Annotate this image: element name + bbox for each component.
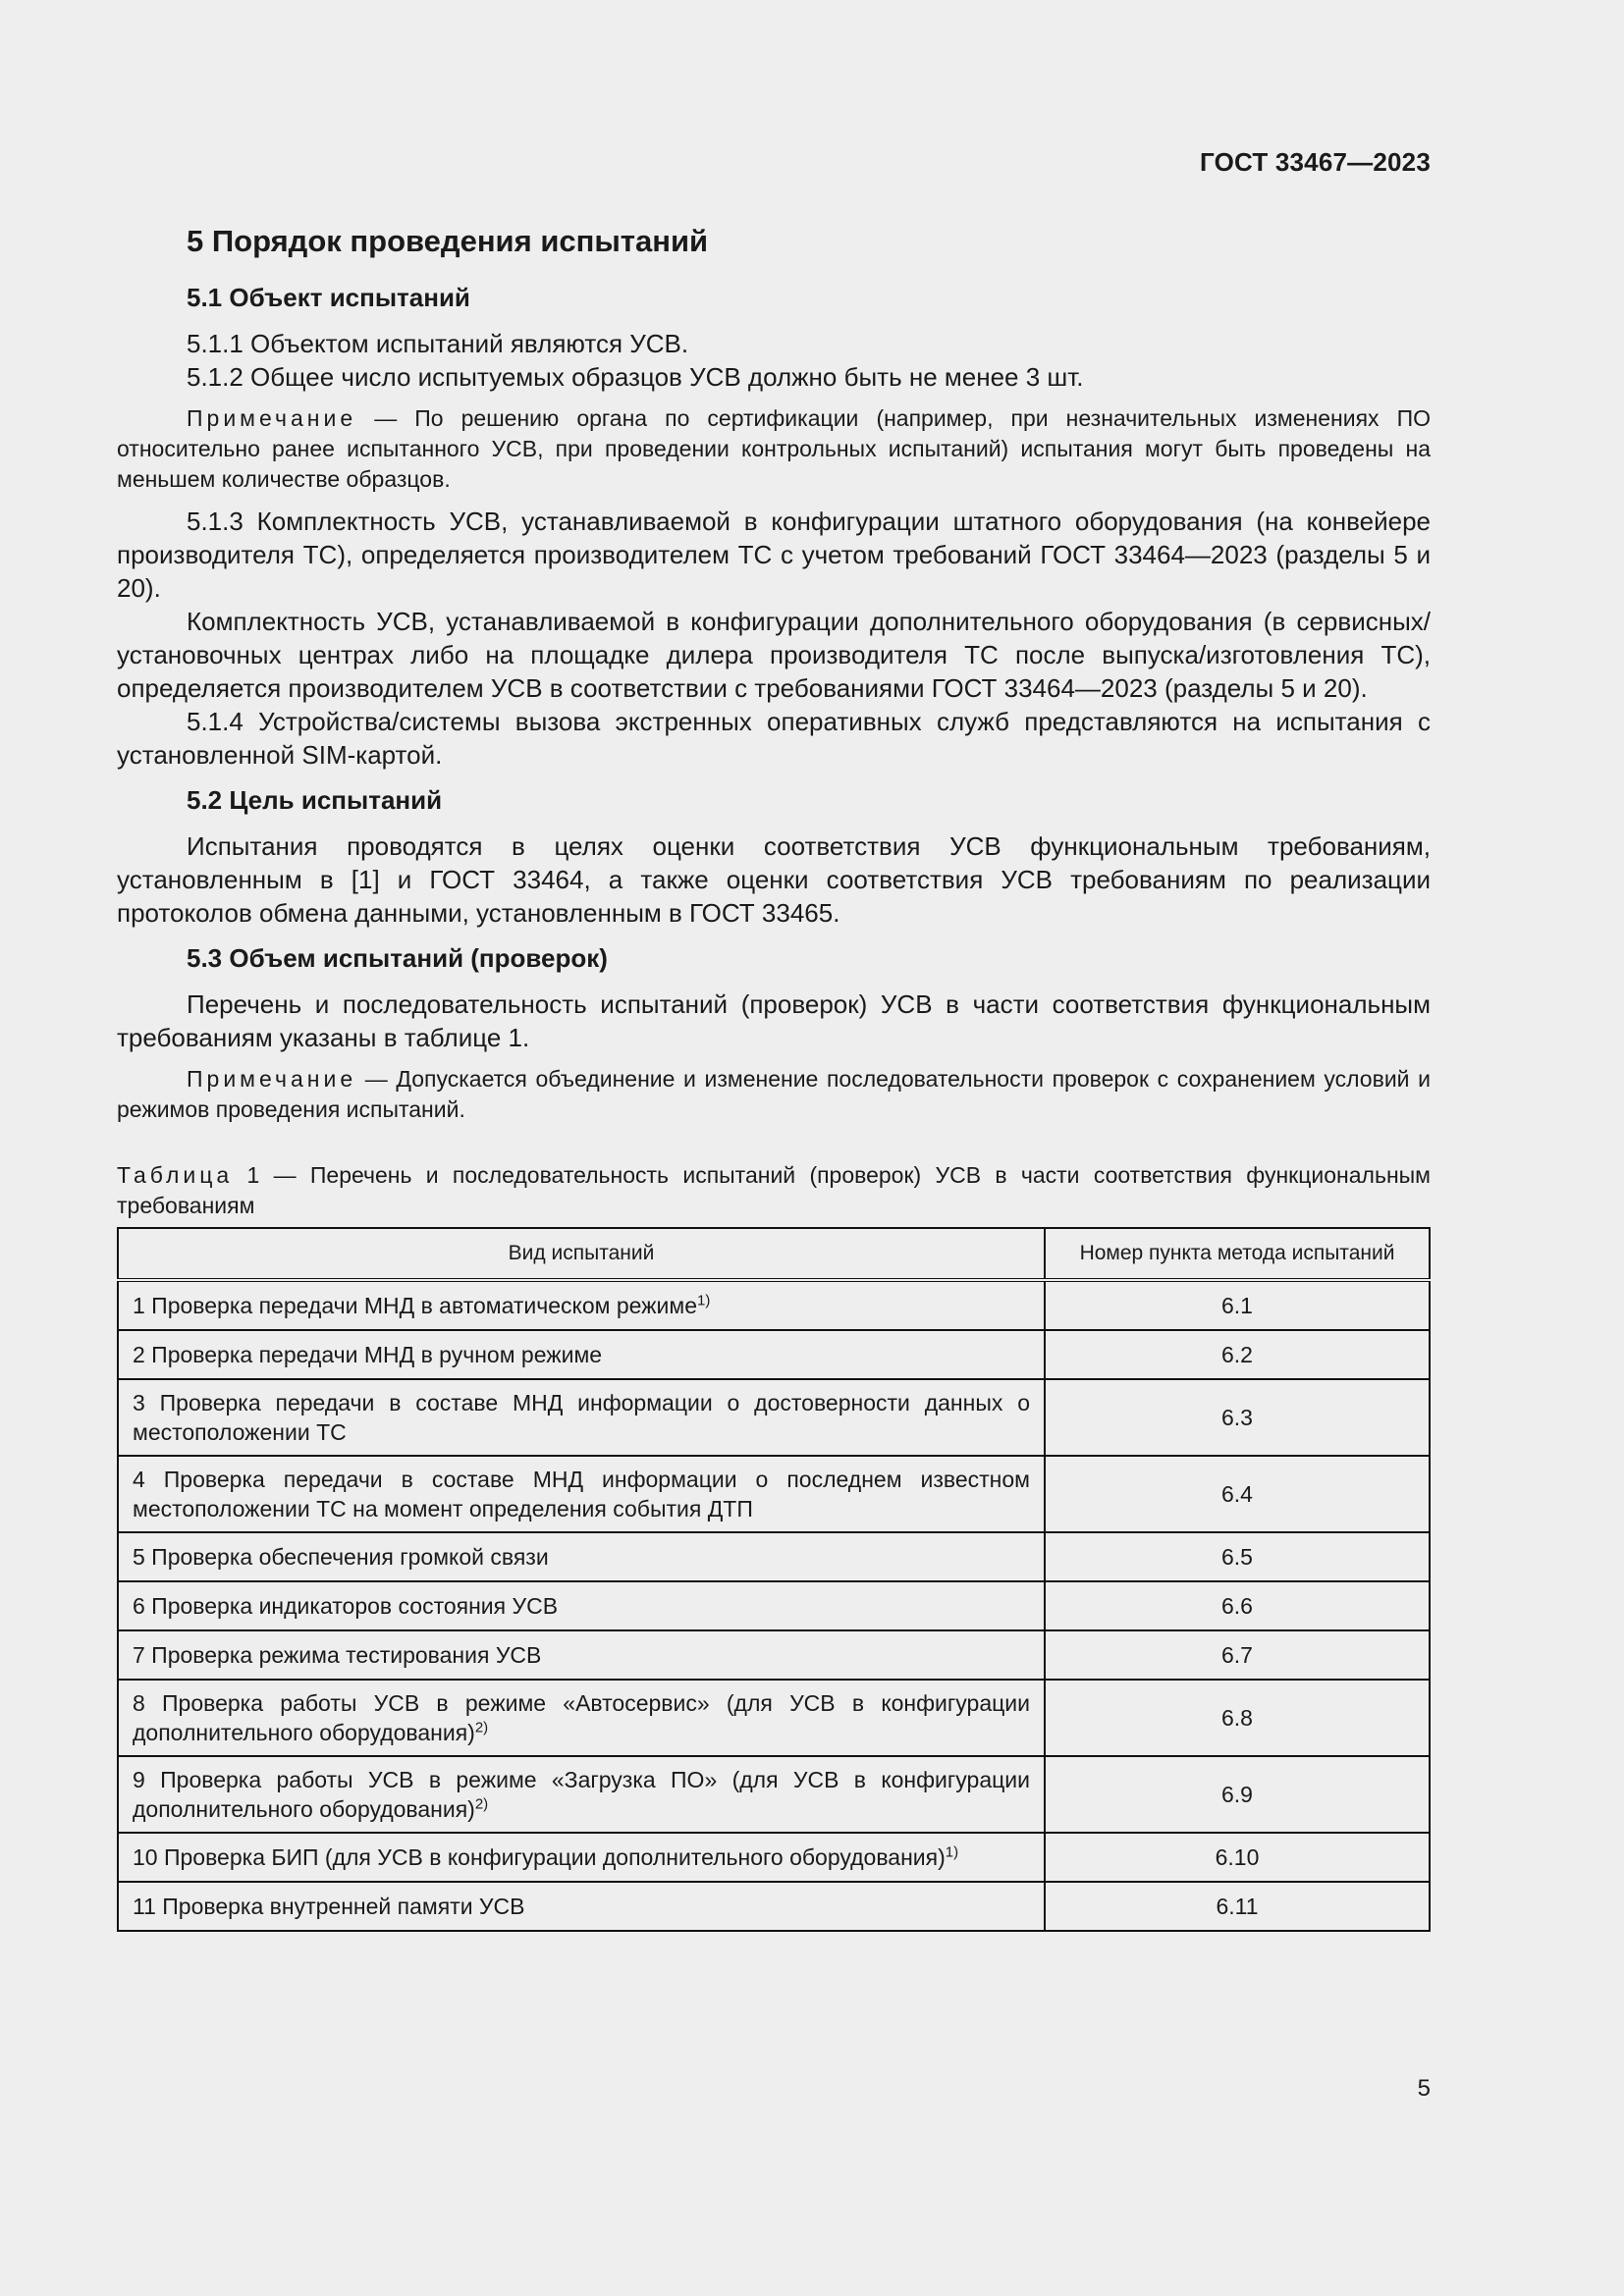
table-row (118, 1581, 1430, 1630)
note-2 (117, 1064, 1431, 1125)
table-row (118, 1379, 1430, 1456)
paragraph-5-3: Перечень и последовательность испытаний (проверок) УСВ в части соответствия функциональным требованиям указаны в таблице 1. (117, 989, 1431, 1052)
table-header-row (118, 1228, 1430, 1280)
cell-test-type (118, 1680, 1045, 1756)
cell-test-type-text: 9 Проверка работы УСВ в режиме «Загрузка ПО» (для УСВ в конфигурации дополнительного оборудования) (133, 1767, 1030, 1822)
cell-test-type (118, 1882, 1045, 1931)
cell-test-type-text: 7 Проверка режима тестирования УСВ (133, 1642, 542, 1668)
paragraph-5-2: Испытания проводятся в целях оценки соответствия УСВ функциональным требованиям, установленным в [1] и ГОСТ 33464, а также оценки соответствия УСВ требованиям по реализации протоколов обмена данными, установленным в ГОСТ 33465. (117, 831, 1431, 928)
paragraph-5-1-2: 5.1.2 Общее число испытуемых образцов УСВ должно быть не менее 3 шт. (187, 362, 1084, 392)
table-caption-text: 1 — Перечень и последовательность испытаний (проверок) УСВ в части соответствия функциональным требованиям (117, 1162, 1431, 1218)
cell-test-type-text: 8 Проверка работы УСВ в режиме «Автосервис» (для УСВ в конфигурации дополнительного оборудования) (133, 1690, 1030, 1745)
cell-method-number: 6.6 (1045, 1581, 1430, 1630)
cell-test-type-text: 5 Проверка обеспечения громкой связи (133, 1544, 549, 1570)
col-header-test-type: Вид испытаний (118, 1228, 1045, 1280)
cell-test-type (118, 1532, 1045, 1581)
table-row (118, 1330, 1430, 1379)
subsection-title-5-2: 5.2 Цель испытаний (187, 785, 443, 815)
table-row (118, 1532, 1430, 1581)
cell-method-number: 6.1 (1045, 1280, 1430, 1330)
note-label: Примечание (187, 1066, 357, 1092)
table-row (118, 1456, 1430, 1532)
cell-method-number: 6.9 (1045, 1756, 1430, 1833)
footnote-ref: 1) (945, 1843, 959, 1861)
cell-test-type-text: 2 Проверка передачи МНД в ручном режиме (133, 1342, 603, 1367)
tests-table (117, 1227, 1431, 1932)
subsection-title-5-3: 5.3 Объем испытаний (проверок) (187, 943, 608, 973)
subsection-title-5-1: 5.1 Объект испытаний (187, 283, 470, 312)
cell-test-type-text: 3 Проверка передачи в составе МНД информации о достоверности данных о местоположении ТС (133, 1390, 1030, 1445)
cell-method-number: 6.8 (1045, 1680, 1430, 1756)
cell-test-type (118, 1456, 1045, 1532)
cell-test-type-text: 11 Проверка внутренней памяти УСВ (133, 1894, 525, 1919)
table-row (118, 1833, 1430, 1882)
note-1 (117, 403, 1431, 495)
note-label: Примечание (187, 405, 357, 431)
cell-method-number: 6.10 (1045, 1833, 1430, 1882)
document-code: ГОСТ 33467—2023 (1200, 147, 1431, 177)
note-text: — По решению органа по сертификации (например, при незначительных изменениях ПО относительно ранее испытанного УСВ, при проведении контрольных испытаний) испытания могут быть проведены на меньшем количестве образцов. (117, 405, 1431, 492)
paragraph-5-1-4: 5.1.4 Устройства/системы вызова экстренных оперативных служб представляются на испытания с установленной SIM-картой. (117, 707, 1431, 770)
cell-method-number: 6.11 (1045, 1882, 1430, 1931)
cell-test-type (118, 1280, 1045, 1330)
paragraph-5-1-3: 5.1.3 Комплектность УСВ, устанавливаемой в конфигурации штатного оборудования (на конвейере производителя ТС), определяется производителем ТС с учетом требований ГОСТ 33464—2023 (разделы 5 и 20). (117, 507, 1431, 603)
cell-method-number: 6.5 (1045, 1532, 1430, 1581)
cell-test-type-text: 1 Проверка передачи МНД в автоматическом режиме (133, 1293, 697, 1318)
cell-test-type-text: 10 Проверка БИП (для УСВ в конфигурации дополнительного оборудования) (133, 1844, 946, 1870)
footnote-ref: 2) (474, 1719, 489, 1736)
cell-method-number: 6.3 (1045, 1379, 1430, 1456)
cell-test-type (118, 1379, 1045, 1456)
page-number: 5 (1417, 2075, 1431, 2102)
table-caption-label: Таблица (117, 1162, 234, 1188)
cell-test-type (118, 1630, 1045, 1680)
footnote-ref: 1) (697, 1292, 711, 1309)
page-content (117, 224, 1431, 1932)
table-row (118, 1882, 1430, 1931)
cell-method-number: 6.2 (1045, 1330, 1430, 1379)
cell-test-type (118, 1756, 1045, 1833)
table-row (118, 1630, 1430, 1680)
table-row (118, 1756, 1430, 1833)
cell-test-type (118, 1833, 1045, 1882)
cell-test-type-text: 4 Проверка передачи в составе МНД информации о последнем известном местоположении ТС на момент определения события ДТП (133, 1467, 1030, 1522)
cell-test-type (118, 1330, 1045, 1379)
cell-test-type-text: 6 Проверка индикаторов состояния УСВ (133, 1593, 559, 1619)
table-caption (117, 1160, 1431, 1221)
paragraph-5-1-3-b: Комплектность УСВ, устанавливаемой в конфигурации дополнительного оборудования (в сервисных/установочных центрах либо на площадке дилера производителя ТС после выпуска/изготовления ТС), определяется производителем УСВ в соответствии с требованиями ГОСТ 33464—2023 (разделы 5 и 20). (117, 607, 1431, 703)
cell-method-number: 6.7 (1045, 1630, 1430, 1680)
note-text: — Допускается объединение и изменение последовательности проверок с сохранением условий и режимов проведения испытаний. (117, 1066, 1431, 1122)
cell-method-number: 6.4 (1045, 1456, 1430, 1532)
cell-test-type (118, 1581, 1045, 1630)
table-row (118, 1680, 1430, 1756)
col-header-method-number: Номер пункта метода испытаний (1045, 1228, 1430, 1280)
section-title: 5 Порядок проведения испытаний (187, 224, 709, 258)
table-row (118, 1280, 1430, 1330)
footnote-ref: 2) (474, 1795, 489, 1813)
paragraph-5-1-1: 5.1.1 Объектом испытаний являются УСВ. (187, 329, 689, 358)
